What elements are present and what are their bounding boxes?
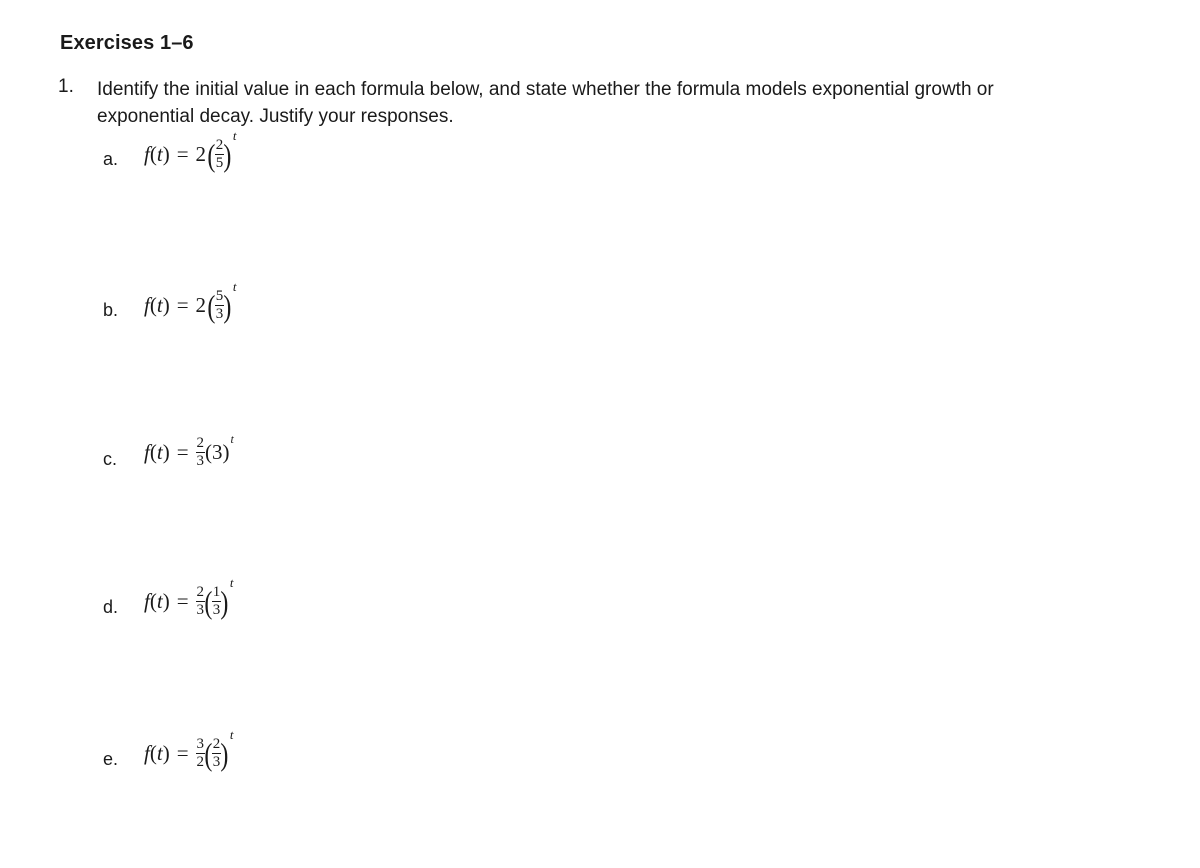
problem-statement: Identify the initial value in each formula below, and state whether the formula models exponential growth or exponential decay. Justify your responses.: [97, 79, 994, 127]
coefficient-denominator: 3: [196, 602, 205, 619]
formula-e: f ( t ) = $\frac{3}{2}$ ( $\frac{2}{3}$ ) t: [144, 727, 234, 772]
function-variable: t: [156, 142, 163, 167]
coefficient-numerator: 2: [196, 435, 205, 451]
coefficient-denominator: 2: [196, 754, 205, 771]
function-variable: t: [156, 293, 163, 318]
function-variable: t: [156, 440, 163, 465]
function-name: f: [144, 741, 150, 766]
formula-d: f ( t ) = $\frac{2}{3}$ ( $\frac{1}{3}$ ) t: [144, 575, 234, 620]
part-a-label: a.: [103, 149, 119, 169]
base-numerator: 5: [215, 288, 224, 304]
formula-a: f ( t ) = 2 ( $\frac{2}{5}$ ) t: [144, 128, 237, 173]
exponent: t: [229, 727, 234, 742]
coefficient-fraction: [196, 436, 206, 469]
formula-c: f ( t ) = $\frac{2}{3}$ (3) t: [144, 432, 234, 470]
function-name: f: [144, 142, 150, 167]
base-denominator: 3: [215, 306, 224, 323]
part-b-label: b.: [103, 300, 119, 320]
coefficient-numerator: 3: [196, 736, 205, 752]
function-variable: t: [156, 741, 163, 766]
coefficient-numerator: 2: [196, 584, 205, 600]
part-d-label: d.: [103, 597, 119, 617]
function-variable: t: [156, 589, 163, 614]
base-numerator: 1: [212, 584, 221, 600]
base: (3): [205, 440, 230, 465]
exponent: t: [229, 575, 234, 590]
exercises-heading: Exercises 1–6: [60, 32, 194, 54]
part-e-label: e.: [103, 749, 119, 769]
formula-b: f ( t ) = 2 ( $\frac{5}{3}$ ) t: [144, 279, 237, 324]
coefficient: 2: [195, 142, 207, 167]
exponent: t: [232, 128, 237, 143]
exponent: t: [230, 432, 234, 446]
problem-number: 1.: [58, 76, 74, 97]
coefficient: 2: [195, 293, 207, 318]
base-denominator: 5: [215, 155, 224, 172]
base-denominator: 3: [212, 602, 221, 619]
base-numerator: 2: [212, 736, 221, 752]
function-name: f: [144, 440, 150, 465]
part-c-label: c.: [103, 449, 118, 469]
function-name: f: [144, 589, 150, 614]
exponent: t: [232, 279, 237, 294]
base-numerator: 2: [215, 137, 224, 153]
base-denominator: 3: [212, 754, 221, 771]
function-name: f: [144, 293, 150, 318]
coefficient-denominator: 3: [196, 453, 205, 470]
